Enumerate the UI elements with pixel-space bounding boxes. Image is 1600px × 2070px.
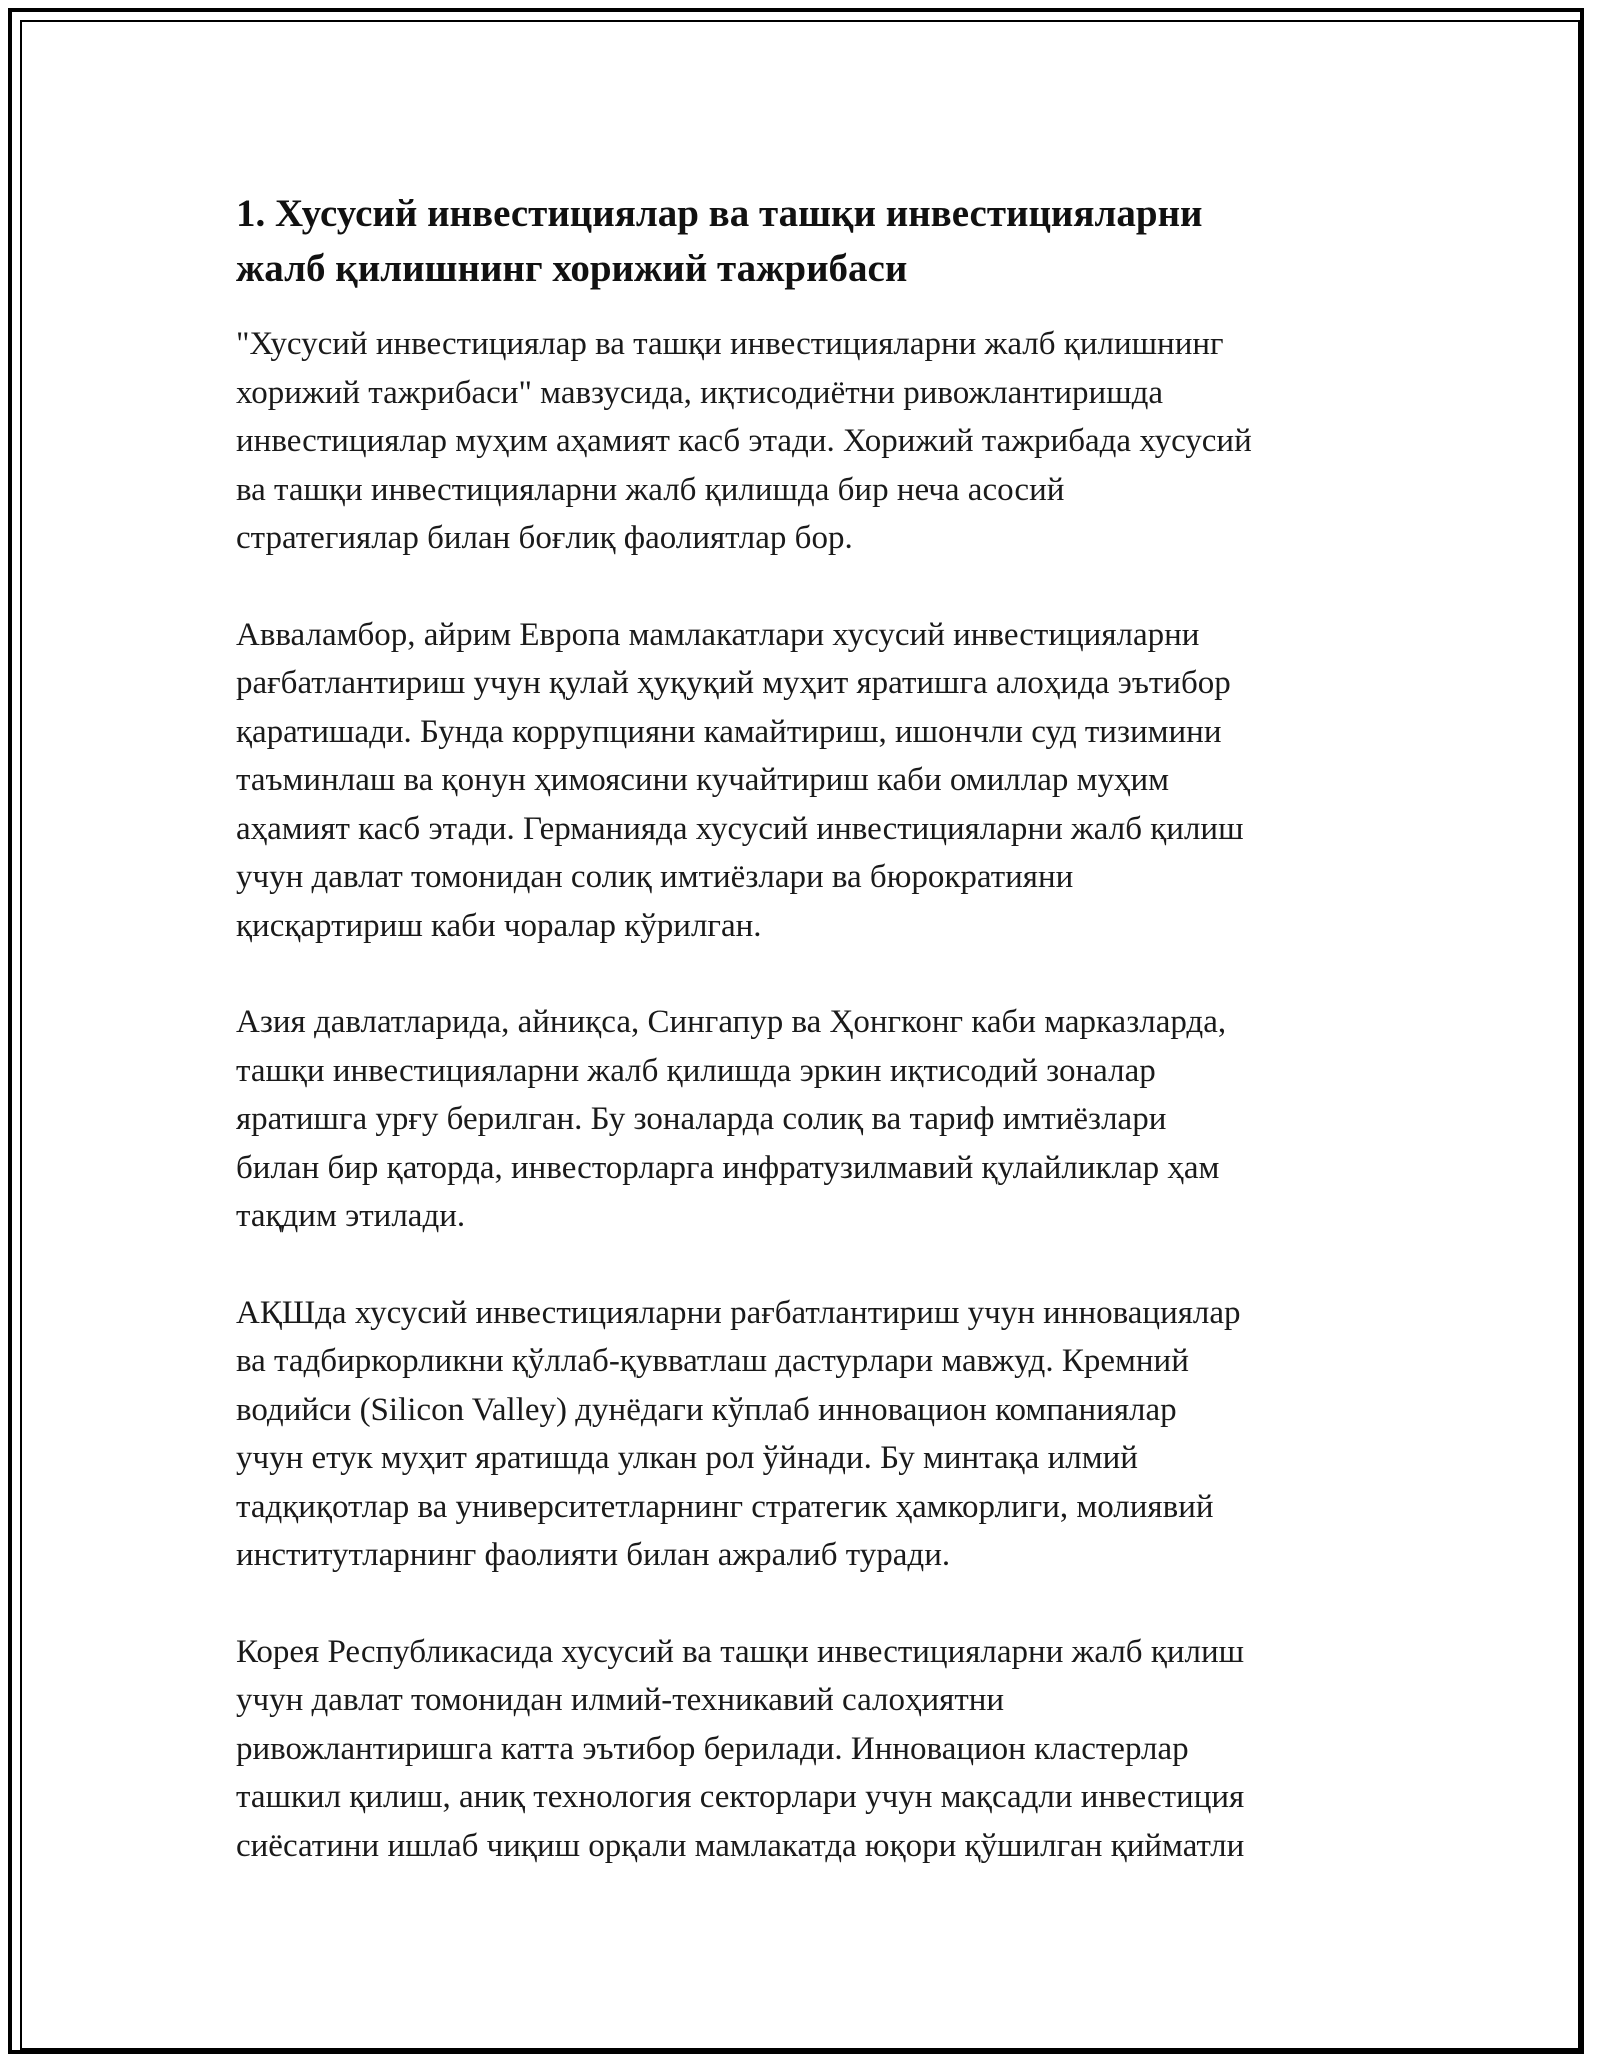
section-heading	[236, 186, 1386, 296]
text-line: Корея Республикасида хусусий ва ташқи инвестицияларни жалб қилиш	[236, 1633, 1245, 1670]
text-line: қисқартириш каби чоралар кўрилган.	[236, 907, 762, 944]
text-line: водийси (Silicon Valley) дунёдаги кўплаб инновацион компаниялар	[236, 1391, 1177, 1428]
text-line: таъминлаш ва қонун ҳимоясини кучайтириш каби омиллар муҳим	[236, 762, 1170, 798]
heading-line: 1. Хусусий инвестициялар ва ташқи инвестицияларни	[236, 192, 1203, 235]
text-line: АҚШда хусусий инвестицияларни рағбатлантириш учун инновациялар	[236, 1294, 1241, 1331]
text-line: учун давлат томонидан илмий-техникавий салоҳиятни	[236, 1682, 1005, 1718]
text-line: рағбатлантириш учун қулай ҳуқуқий муҳит яратишга алоҳида эътибор	[236, 665, 1231, 701]
text-line: тақдим этилади.	[236, 1198, 466, 1234]
text-line: учун давлат томонидан солиқ имтиёзлари ва бюрократияни	[236, 859, 1074, 895]
text-line: яратишга урғу берилган. Бу зоналарда солиқ ва тариф имтиёзлари	[236, 1101, 1167, 1137]
text-line: хорижий тажрибаси" мавзусида, иқтисодиётни ривожлантиришда	[236, 374, 1164, 411]
text-line: институтларнинг фаолияти билан ажралиб туради.	[236, 1537, 951, 1573]
heading-line: жалб қилишнинг хорижий тажрибаси	[236, 247, 908, 290]
text-line: билан бир қаторда, инвесторларга инфратузилмавий қулайликлар ҳам	[236, 1149, 1220, 1186]
text-line: ташкил қилиш, аниқ технология секторлари учун мақсадли инвестиция	[236, 1779, 1245, 1815]
text-line: Авваламбор, айрим Европа мамлакатлари хусусий инвестицияларни	[236, 616, 1200, 653]
paragraph-intro	[236, 320, 1386, 563]
paragraph-asia	[236, 998, 1386, 1241]
text-line: "Хусусий инвестициялар ва ташқи инвестицияларни жалб қилишнинг	[236, 326, 1224, 362]
paragraph-korea	[236, 1628, 1386, 1871]
text-line: сиёсатини ишлаб чиқиш орқали мамлакатда юқори қўшилган қийматли	[236, 1827, 1245, 1864]
text-line: қаратишади. Бунда коррупцияни камайтириш, ишончли суд тизимини	[236, 713, 1222, 750]
paragraph-europe	[236, 611, 1386, 951]
text-line: ташқи инвестицияларни жалб қилишда эркин иқтисодий зоналар	[236, 1052, 1156, 1089]
paragraph-usa	[236, 1289, 1386, 1580]
text-line: инвестициялар муҳим аҳамият касб этади. Хорижий тажрибада хусусий	[236, 423, 1252, 459]
text-line: ривожлантиришга катта эътибор берилади. Инновацион кластерлар	[236, 1730, 1189, 1767]
text-line: стратегиялар билан боғлиқ фаолиятлар бор.	[236, 520, 853, 556]
text-line: тадқиқотлар ва университетларнинг стратегик ҳамкорлиги, молиявий	[236, 1488, 1214, 1525]
text-line: аҳамият касб этади. Германияда хусусий инвестицияларни жалб қилиш	[236, 810, 1244, 847]
text-line: ва тадбиркорликни қўллаб-қувватлаш дастурлари мавжуд. Кремний	[236, 1343, 1189, 1379]
text-line: Азия давлатларида, айниқса, Сингапур ва Ҳонгконг каби марказларда,	[236, 1004, 1227, 1040]
text-line: ва ташқи инвестицияларни жалб қилишда бир неча асосий	[236, 471, 1065, 508]
document-body	[236, 186, 1386, 1918]
text-line: учун етук муҳит яратишда улкан рол ўйнади. Бу минтақа илмий	[236, 1440, 1138, 1476]
